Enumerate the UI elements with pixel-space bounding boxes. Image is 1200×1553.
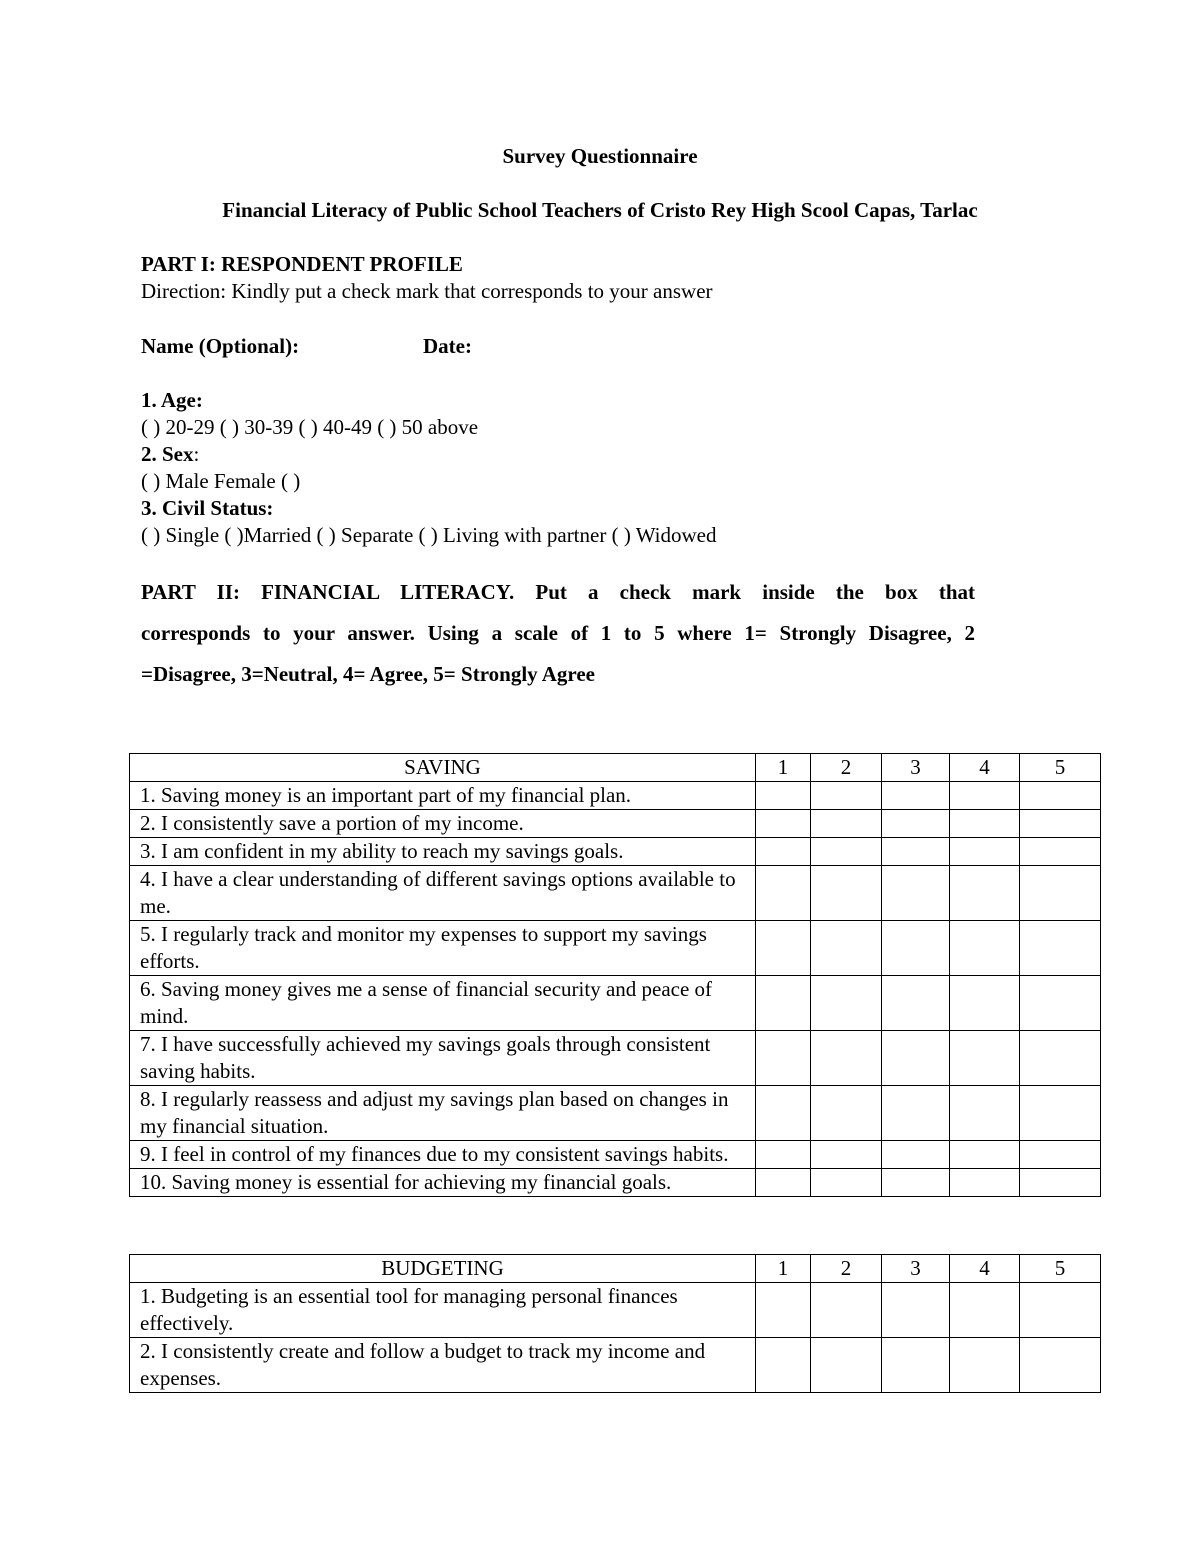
- rating-box-2[interactable]: [811, 1141, 882, 1169]
- rating-box-5[interactable]: [1020, 1086, 1101, 1141]
- age-label: 1. Age:: [141, 388, 203, 412]
- rating-box-2[interactable]: [811, 976, 882, 1031]
- part1-heading: PART I: RESPONDENT PROFILE: [141, 252, 463, 276]
- table-row: [130, 1141, 1101, 1169]
- rating-box-3[interactable]: [882, 1141, 950, 1169]
- rating-box-5[interactable]: [1020, 1141, 1101, 1169]
- rating-box-4[interactable]: [950, 810, 1020, 838]
- scale-4-header: 4: [950, 754, 1020, 782]
- table-row: [130, 921, 1101, 976]
- rating-box-3[interactable]: [882, 1031, 950, 1086]
- rating-box-5[interactable]: [1020, 866, 1101, 921]
- statement-cell: 2. I consistently create and follow a budget to track my income and expenses.: [130, 1338, 756, 1393]
- rating-box-3[interactable]: [882, 976, 950, 1031]
- rating-box-5[interactable]: [1020, 1169, 1101, 1197]
- part1-direction: Direction: Kindly put a check mark that corresponds to your answer: [141, 279, 713, 303]
- rating-box-1[interactable]: [756, 1169, 811, 1197]
- table-row: [130, 1031, 1101, 1086]
- table-row: [130, 838, 1101, 866]
- scale-4-header: 4: [950, 1255, 1020, 1283]
- civil-status-label: 3. Civil Status:: [141, 496, 274, 520]
- rating-box-1[interactable]: [756, 810, 811, 838]
- civil-status-options: ( ) Single ( )Married ( ) Separate ( ) Living with partner ( ) Widowed: [141, 523, 717, 547]
- statement-cell: 3. I am confident in my ability to reach my savings goals.: [130, 838, 756, 866]
- age-options: ( ) 20-29 ( ) 30-39 ( ) 40-49 ( ) 50 above: [141, 415, 479, 439]
- rating-box-4[interactable]: [950, 1169, 1020, 1197]
- statement-cell: 9. I feel in control of my finances due to my consistent savings habits.: [130, 1141, 756, 1169]
- statement-cell: 7. I have successfully achieved my savings goals through consistent saving habits.: [130, 1031, 756, 1086]
- rating-box-3[interactable]: [882, 1169, 950, 1197]
- rating-box-2[interactable]: [811, 866, 882, 921]
- table-row: [130, 1283, 1101, 1338]
- rating-box-3[interactable]: [882, 782, 950, 810]
- rating-box-2[interactable]: [811, 1283, 882, 1338]
- rating-box-1[interactable]: [756, 976, 811, 1031]
- rating-box-3[interactable]: [882, 810, 950, 838]
- rating-box-4[interactable]: [950, 1141, 1020, 1169]
- part2-line-3: =Disagree, 3=Neutral, 4= Agree, 5= Strongly Agree: [141, 662, 595, 686]
- rating-box-5[interactable]: [1020, 782, 1101, 810]
- rating-box-1[interactable]: [756, 1141, 811, 1169]
- scale-1-header: 1: [756, 754, 811, 782]
- budgeting-header-row: [130, 1255, 1101, 1283]
- statement-cell: 2. I consistently save a portion of my income.: [130, 810, 756, 838]
- rating-box-5[interactable]: [1020, 1031, 1101, 1086]
- rating-box-3[interactable]: [882, 921, 950, 976]
- rating-box-3[interactable]: [882, 838, 950, 866]
- saving-header: SAVING: [130, 754, 756, 782]
- rating-box-1[interactable]: [756, 838, 811, 866]
- budgeting-table: [129, 1254, 1101, 1393]
- rating-box-5[interactable]: [1020, 1338, 1101, 1393]
- part2-line-1: PART II: FINANCIAL LITERACY. Put a check mark inside the box that: [141, 580, 975, 604]
- name-label: Name (Optional):: [141, 334, 300, 358]
- rating-box-4[interactable]: [950, 976, 1020, 1031]
- date-label: Date:: [423, 334, 472, 358]
- rating-box-1[interactable]: [756, 782, 811, 810]
- scale-2-header: 2: [811, 754, 882, 782]
- table-row: [130, 1086, 1101, 1141]
- rating-box-3[interactable]: [882, 866, 950, 921]
- scale-2-header: 2: [811, 1255, 882, 1283]
- rating-box-4[interactable]: [950, 1283, 1020, 1338]
- rating-box-3[interactable]: [882, 1086, 950, 1141]
- table-row: [130, 1169, 1101, 1197]
- rating-box-5[interactable]: [1020, 921, 1101, 976]
- budgeting-header: BUDGETING: [130, 1255, 756, 1283]
- statement-cell: 1. Saving money is an important part of my financial plan.: [130, 782, 756, 810]
- scale-1-header: 1: [756, 1255, 811, 1283]
- saving-header-row: [130, 754, 1101, 782]
- rating-box-2[interactable]: [811, 1338, 882, 1393]
- scale-5-header: 5: [1020, 1255, 1101, 1283]
- scale-3-header: 3: [882, 1255, 950, 1283]
- table-row: [130, 782, 1101, 810]
- rating-box-3[interactable]: [882, 1338, 950, 1393]
- rating-box-5[interactable]: [1020, 838, 1101, 866]
- sex-options: ( ) Male Female ( ): [141, 469, 301, 493]
- rating-box-4[interactable]: [950, 838, 1020, 866]
- rating-box-4[interactable]: [950, 1031, 1020, 1086]
- table-row: [130, 1338, 1101, 1393]
- statement-cell: 5. I regularly track and monitor my expenses to support my savings efforts.: [130, 921, 756, 976]
- statement-cell: 1. Budgeting is an essential tool for managing personal finances effectively.: [130, 1283, 756, 1338]
- rating-box-4[interactable]: [950, 1338, 1020, 1393]
- rating-box-4[interactable]: [950, 782, 1020, 810]
- statement-cell: 8. I regularly reassess and adjust my savings plan based on changes in my financial situation.: [130, 1086, 756, 1141]
- rating-box-2[interactable]: [811, 1169, 882, 1197]
- rating-box-3[interactable]: [882, 1283, 950, 1338]
- scale-3-header: 3: [882, 754, 950, 782]
- part2-line-2: corresponds to your answer. Using a scale of 1 to 5 where 1= Strongly Disagree, 2: [141, 621, 975, 645]
- rating-box-1[interactable]: [756, 866, 811, 921]
- table-row: [130, 810, 1101, 838]
- rating-box-4[interactable]: [950, 1086, 1020, 1141]
- rating-box-1[interactable]: [756, 1031, 811, 1086]
- rating-box-2[interactable]: [811, 1086, 882, 1141]
- rating-box-2[interactable]: [811, 782, 882, 810]
- rating-box-5[interactable]: [1020, 1283, 1101, 1338]
- rating-box-5[interactable]: [1020, 810, 1101, 838]
- sex-label-text: 2. Sex: [141, 442, 194, 466]
- part2-instructions: [141, 572, 975, 695]
- rating-box-1[interactable]: [756, 1338, 811, 1393]
- statement-cell: 10. Saving money is essential for achieving my financial goals.: [130, 1169, 756, 1197]
- rating-box-2[interactable]: [811, 838, 882, 866]
- sex-label-colon: :: [193, 442, 200, 466]
- rating-box-4[interactable]: [950, 866, 1020, 921]
- page-title: Survey Questionnaire: [502, 144, 698, 168]
- rating-box-1[interactable]: [756, 1283, 811, 1338]
- rating-box-4[interactable]: [950, 921, 1020, 976]
- scale-5-header: 5: [1020, 754, 1101, 782]
- page-subtitle: Financial Literacy of Public School Teachers of Cristo Rey High Scool Capas, Tarlac: [222, 198, 978, 222]
- rating-box-1[interactable]: [756, 921, 811, 976]
- rating-box-2[interactable]: [811, 810, 882, 838]
- table-row: [130, 866, 1101, 921]
- rating-box-2[interactable]: [811, 1031, 882, 1086]
- sex-label: [141, 441, 199, 468]
- table-row: [130, 976, 1101, 1031]
- rating-box-1[interactable]: [756, 1086, 811, 1141]
- statement-cell: 6. Saving money gives me a sense of financial security and peace of mind.: [130, 976, 756, 1031]
- saving-table: [129, 753, 1101, 1197]
- rating-box-2[interactable]: [811, 921, 882, 976]
- statement-cell: 4. I have a clear understanding of different savings options available to me.: [130, 866, 756, 921]
- rating-box-5[interactable]: [1020, 976, 1101, 1031]
